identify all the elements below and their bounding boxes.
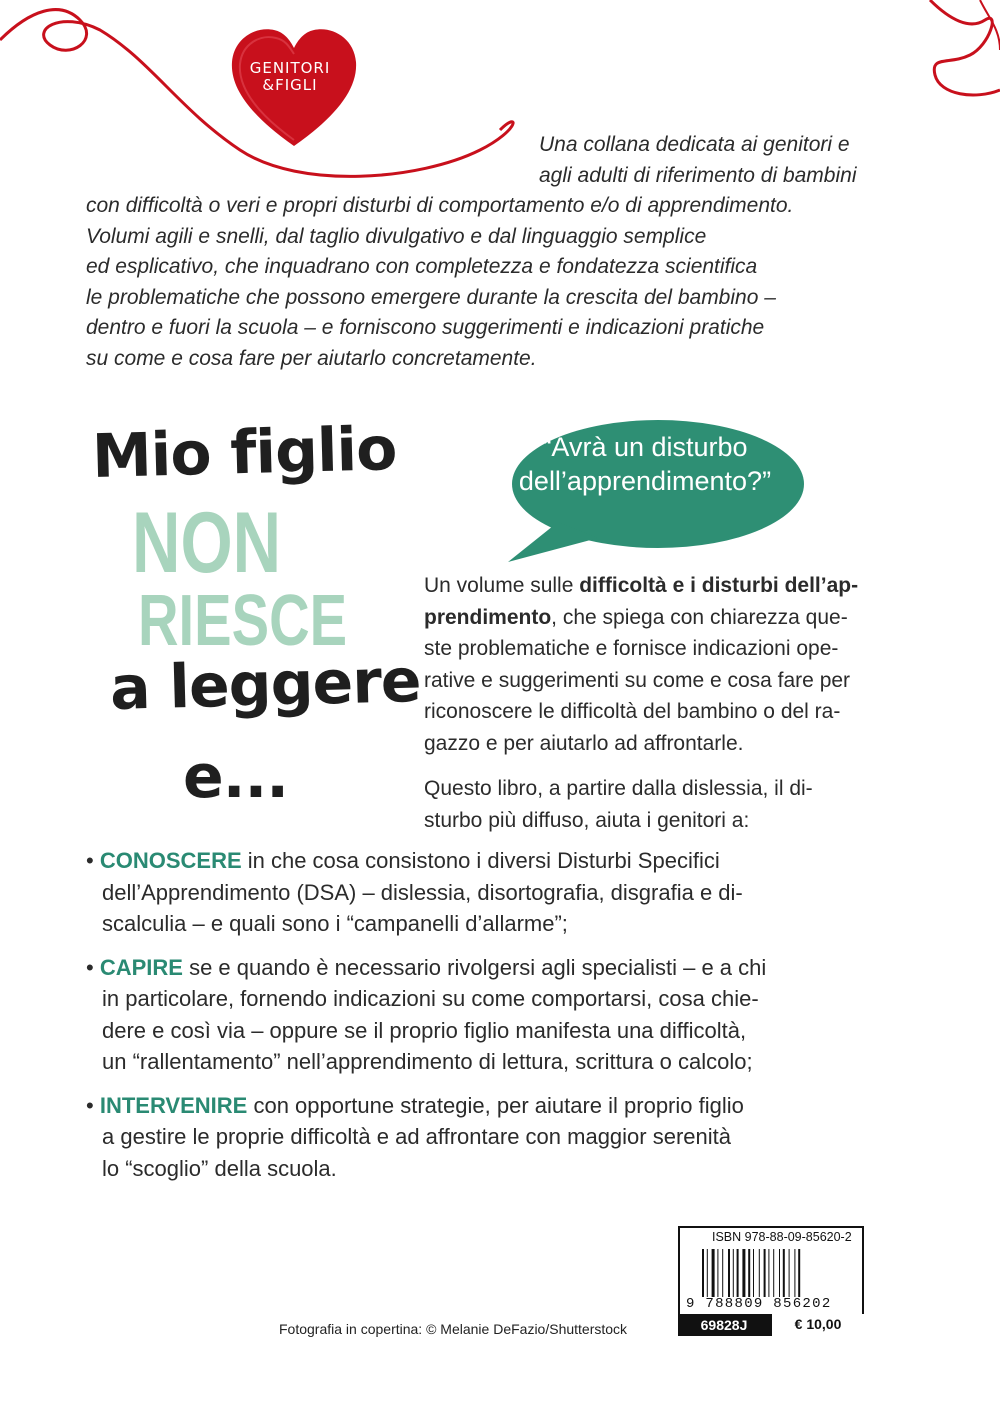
desc-line (424, 570, 912, 602)
title-line-1: Mio figlio (91, 414, 398, 492)
bullet-marker: • (86, 954, 100, 980)
barcode-bar (789, 1249, 790, 1297)
series-intro (86, 130, 946, 374)
bullet-keyword: INTERVENIRE (99, 1092, 248, 1118)
intro-line: su come e cosa fare per aiutarlo concretamente. (86, 346, 537, 370)
title-line-2: NON (132, 495, 282, 591)
desc-line (424, 602, 912, 634)
bullet-line: un “rallentamento” nell’apprendimento di lettura, scrittura o calcolo; (102, 1049, 753, 1074)
bullet-keyword: CAPIRE (99, 954, 183, 980)
bullet-line: scalculia – e quali sono i “campanelli d’allarme”; (102, 911, 568, 936)
product-code: 69828J (678, 1314, 770, 1336)
desc-text: , che spiega con chiarezza que- (551, 605, 848, 629)
barcode-bar (794, 1249, 795, 1297)
desc-bold: difficoltà e i disturbi dell’ap- (579, 574, 859, 597)
bullet-text: con opportune strategie, per aiutare il proprio figlio (247, 1092, 744, 1118)
barcode-bar (722, 1249, 723, 1297)
bubble-line-2: dell’apprendimento?” (518, 466, 772, 496)
bullet-line: lo “scoglio” della scuola. (102, 1155, 337, 1181)
desc-line: rative e suggerimenti su come e cosa fare per (424, 668, 851, 692)
bullet-line (86, 1090, 926, 1122)
barcode-bar (737, 1249, 739, 1297)
list-item (86, 845, 926, 940)
barcode-bar (707, 1249, 708, 1297)
photo-credit: Fotografia in copertina: © Melanie DeFazio/Shutterstock (279, 1321, 628, 1337)
bullet-list (86, 845, 926, 1196)
desc-line: sturbo più diffuso, aiuta i genitori a: (424, 808, 750, 832)
bullet-marker: • (86, 1092, 100, 1118)
barcode-bar (702, 1249, 704, 1297)
price: € 10,00 (770, 1314, 864, 1336)
list-item (86, 1090, 926, 1185)
bubble-line-1: “Avrà un disturbo (542, 432, 748, 462)
intro-line: Volumi agili e snelli, dal taglio divulgativo e dal linguaggio semplice (86, 224, 707, 248)
bullet-line (86, 952, 926, 984)
title-line-3: RIESCE (138, 581, 348, 661)
barcode-bar (764, 1249, 766, 1297)
intro-line: le problematiche che possono emergere durante la crescita del bambino – (86, 285, 776, 309)
barcode-bar (759, 1249, 760, 1297)
desc-line: Questo libro, a partire dalla dislessia, il di- (424, 777, 813, 800)
intro-line: Una collana dedicata ai genitori e (539, 133, 850, 156)
bullet-line: a gestire le proprie difficoltà e ad affrontare con maggior serenità (102, 1124, 731, 1149)
logo-line-2: &FIGLI (262, 76, 318, 94)
title-line-5: e... (183, 742, 289, 812)
bullet-text: in che cosa consistono i diversi Disturbi Specifici (241, 848, 720, 873)
barcode-bar (717, 1249, 718, 1297)
bullet-keyword: CONOSCERE (99, 848, 242, 873)
desc-text: Un volume sulle (424, 574, 580, 597)
barcode-bar (779, 1249, 780, 1297)
speech-bubble-text (510, 430, 780, 498)
list-item (86, 952, 926, 1078)
bullet-line: dell’Apprendimento (DSA) – dislessia, disortografia, disgrafia e di- (102, 879, 743, 905)
barcode-bar (798, 1249, 800, 1297)
isbn-label: ISBN 978-88-09-85620-2 (712, 1230, 852, 1244)
bullet-text: se e quando è necessario rivolgersi agli specialisti – e a chi (182, 954, 767, 980)
intro-line: ed esplicativo, che inquadrano con completezza e fondatezza scientifica (86, 255, 758, 278)
logo-text (230, 60, 350, 94)
intro-line: agli adulti di riferimento di bambini (539, 163, 857, 187)
barcode-bar (712, 1249, 715, 1297)
desc-line: ste problematiche e fornisce indicazioni ope- (424, 637, 839, 660)
barcode-digits: 9 788809 856202 (686, 1296, 832, 1312)
barcode-bar (768, 1249, 769, 1297)
bullet-line: in particolare, fornendo indicazioni su come comportarsi, cosa chie- (102, 986, 759, 1011)
logo-line-1: GENITORI (249, 59, 331, 77)
barcode-icon (700, 1249, 860, 1297)
barcode-bar (742, 1249, 745, 1297)
bullet-line (86, 845, 926, 877)
barcode-bar (753, 1249, 754, 1297)
barcode-bar (748, 1249, 750, 1297)
barcode-bar (773, 1249, 774, 1297)
barcode-bar (728, 1249, 730, 1297)
title-line-4: a leggere (109, 645, 422, 725)
barcode-bar (733, 1249, 734, 1297)
intro-line: con difficoltà o veri e propri disturbi di comportamento e/o di apprendimento. (86, 194, 794, 217)
book-description (424, 570, 912, 836)
intro-line: dentro e fuori la scuola – e forniscono suggerimenti e indicazioni pratiche (86, 316, 765, 339)
barcode-bar (783, 1249, 785, 1297)
desc-bold: prendimento (424, 605, 552, 629)
bullet-marker: • (86, 848, 100, 873)
code-price-row (678, 1314, 864, 1336)
desc-line: riconoscere le difficoltà del bambino o del ra- (424, 700, 841, 723)
desc-line: gazzo e per aiutarlo ad affrontarle. (424, 731, 744, 755)
bullet-line: dere e così via – oppure se il proprio figlio manifesta una difficoltà, (102, 1017, 747, 1043)
